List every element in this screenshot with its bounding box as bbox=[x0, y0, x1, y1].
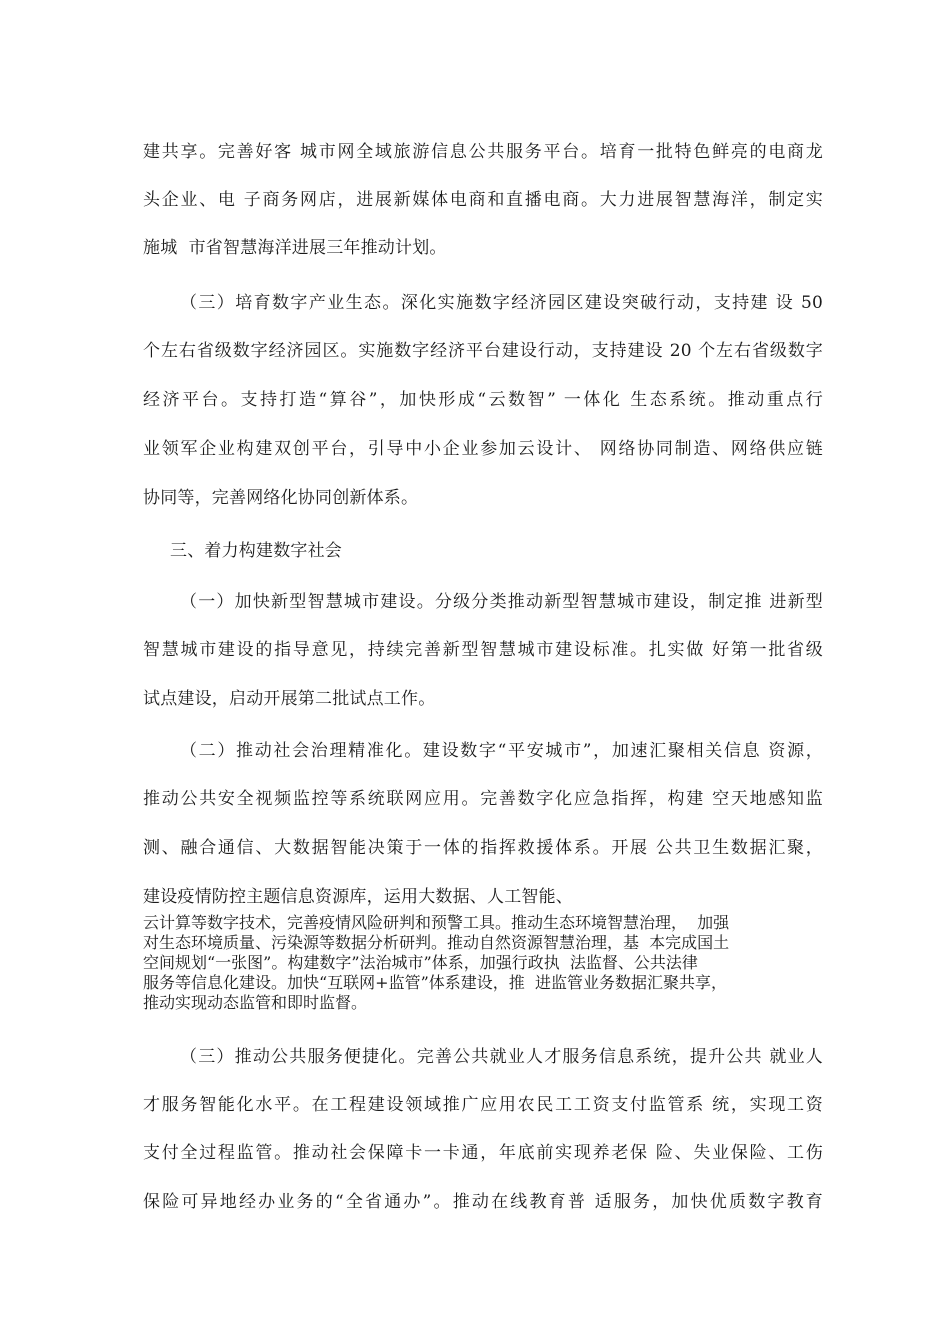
paragraph-line: 空间规划“一张图”。构建数字”法治城市”体系，加强行政执 法监督、公共法律 bbox=[143, 953, 698, 972]
paragraph-line: 头企业、电 子商务网店，进展新媒体电商和直播电商。大力进展智慧海洋，制定实 bbox=[143, 190, 823, 210]
paragraph-line: 经济平台。支持打造“算谷”，加快形成“云数智” 一体化 生态系统。推动重点行 bbox=[143, 390, 823, 410]
paragraph-line: 建共享。完善好客 城市网全域旅游信息公共服务平台。培育一批特色鲜亮的电商龙 bbox=[143, 142, 823, 162]
paragraph-line: 才服务智能化水平。在工程建设领域推广应用农民工工资支付监管系 统，实现工资 bbox=[143, 1095, 823, 1115]
paragraph-line: 对生态环境质量、污染源等数据分析研判。推动自然资源智慧治理，基 本完成国土 bbox=[143, 933, 730, 952]
paragraph-line: 业领军企业构建双创平台，引导中小企业参加云设计、 网络协同制造、网络供应链 bbox=[143, 439, 823, 459]
paragraph-line: 推动公共安全视频监控等系统联网应用。完善数字化应急指挥，构建 空天地感知监 bbox=[143, 789, 823, 809]
paragraph-line: 建设疫情防控主题信息资源库，运用大数据、人工智能、 bbox=[143, 887, 573, 907]
paragraph-line: 智慧城市建设的指导意见，持续完善新型智慧城市建设标准。扎实做 好第一批省级 bbox=[143, 640, 823, 660]
paragraph-line: 测、融合通信、大数据智能决策于一体的指挥救援体系。开展 公共卫生数据汇聚， bbox=[143, 838, 823, 858]
paragraph-line: 施城 市省智慧海洋进展三年推动计划。 bbox=[143, 238, 447, 258]
paragraph-line: 保险可异地经办业务的“全省通办”。推动在线教育普 适服务，加快优质数字教育 bbox=[143, 1192, 823, 1212]
paragraph-line: 协同等，完善网络化协同创新体系。 bbox=[143, 488, 419, 508]
paragraph-line: （三）培育数字产业生态。深化实施数字经济园区建设突破行动，支持建 设 50 bbox=[180, 293, 823, 313]
paragraph-line: 支付全过程监管。推动社会保障卡一卡通，年底前实现养老保 险、失业保险、工伤 bbox=[143, 1143, 823, 1163]
paragraph-line: 云计算等数字技术，完善疫情风险研判和预警工具。推动生态环境智慧治理， 加强 bbox=[143, 913, 730, 932]
paragraph-line: 个左右省级数字经济园区。实施数字经济平台建设行动，支持建设 20 个左右省级数字 bbox=[143, 341, 823, 361]
section-heading: 三、着力构建数字社会 bbox=[170, 541, 342, 561]
paragraph-line: （二）推动社会治理精准化。建设数字“平安城市”，加速汇聚相关信息 资源， bbox=[180, 741, 823, 761]
paragraph-line: （三）推动公共服务便捷化。完善公共就业人才服务信息系统，提升公共 就业人 bbox=[180, 1047, 823, 1067]
paragraph-line: （一）加快新型智慧城市建设。分级分类推动新型智慧城市建设，制定推 进新型 bbox=[180, 592, 823, 612]
paragraph-line: 服务等信息化建设。加快“互联网+监管”体系建设，推 进监管业务数据汇聚共享， bbox=[143, 973, 727, 992]
paragraph-line: 推动实现动态监管和即时监督。 bbox=[143, 993, 368, 1012]
paragraph-line: 试点建设，启动开展第二批试点工作。 bbox=[143, 689, 436, 709]
